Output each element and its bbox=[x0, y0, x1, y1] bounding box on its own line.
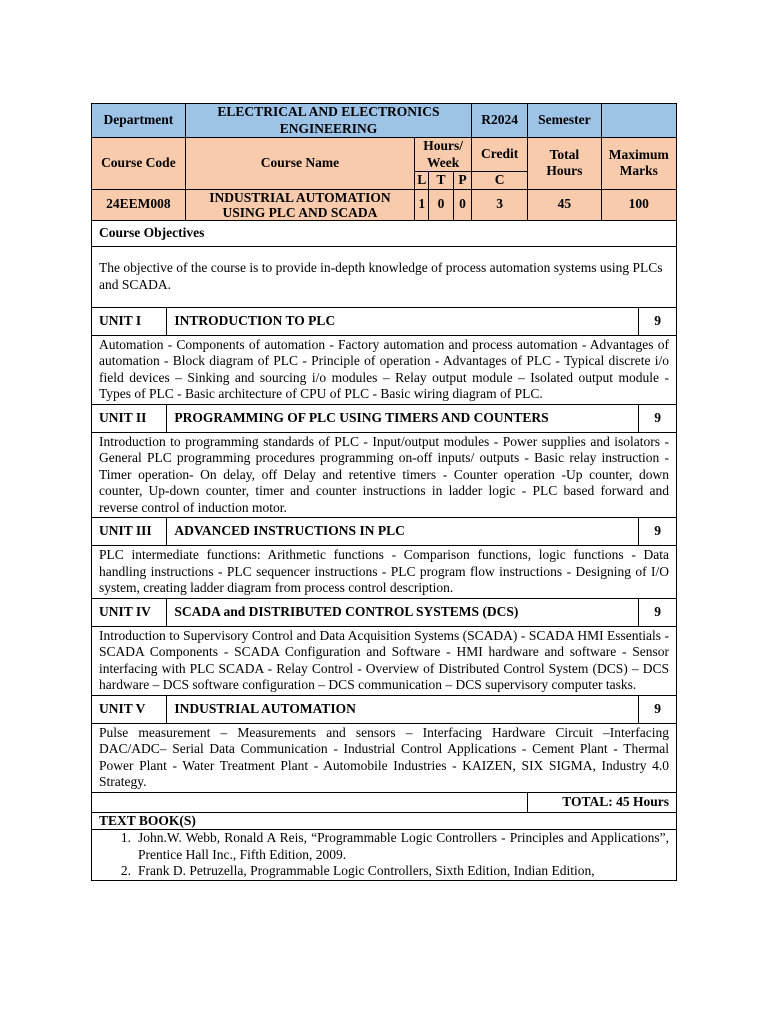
department-label: Department bbox=[92, 104, 186, 138]
total-row bbox=[92, 792, 677, 812]
unit-header-row bbox=[92, 598, 677, 626]
hours-week-label: Hours/ Week bbox=[415, 138, 472, 172]
unit-header-row bbox=[92, 695, 677, 723]
textbook-number: 1. bbox=[120, 830, 131, 845]
textbooks-title-row bbox=[92, 812, 677, 830]
unit-content-row bbox=[92, 626, 677, 695]
l-value: 1 bbox=[415, 189, 429, 220]
course-name-label: Course Name bbox=[185, 138, 414, 190]
unit-content: Automation - Components of automation - Factory automation and process automation - Advantages of automation - Block diagram of PLC - Principle of operation - Advantages of PLC - Typical discrete i/o field devices – Sinking and sourcing i/o modules – Relay output module – Isolated output module - Types of PLC - Basic architecture of CPU of PLC - Basic wiring diagram of PLC. bbox=[92, 335, 677, 404]
unit-content: Introduction to Supervisory Control and Data Acquisition Systems (SCADA) - SCADA HMI Essentials - SCADA Components - SCADA Configuration and Software - HMI hardware and software - Sensor interfacing with PLC SCADA - Relay Control - Overview of Distributed Control System (DCS) – DCS hardware – DCS software configuration – DCS communication – DCS supervisory computer tasks. bbox=[92, 626, 677, 695]
credit-label: Credit bbox=[472, 138, 528, 172]
total-hours-value: 45 bbox=[528, 189, 601, 220]
unit-content-row bbox=[92, 335, 677, 404]
course-name: INDUSTRIAL AUTOMATION USING PLC AND SCADA bbox=[185, 189, 414, 220]
unit-title: PROGRAMMING OF PLC USING TIMERS AND COUNTERS bbox=[167, 404, 639, 432]
objectives-title-row bbox=[92, 220, 677, 246]
objectives-text-row bbox=[92, 246, 677, 307]
textbooks-list-row bbox=[92, 830, 677, 881]
textbooks-list bbox=[92, 830, 673, 880]
column-header-row bbox=[92, 138, 677, 172]
syllabus-page bbox=[91, 103, 677, 881]
p-label: P bbox=[453, 172, 471, 190]
textbook-item bbox=[92, 830, 673, 863]
t-value: 0 bbox=[429, 189, 453, 220]
unit-content: Pulse measurement – Measurements and sensors – Interfacing Hardware Circuit –Interfacing DAC/ADC– Serial Data Communication - Industrial Control Applications - Cement Plant - Thermal Power Plant - Water Treatment Plant - Automobile Industries - KAIZEN, SIX SIGMA, Industry 4.0 Strategy. bbox=[92, 723, 677, 792]
department-row bbox=[92, 104, 677, 138]
total-spacer bbox=[92, 792, 528, 812]
unit-content-row bbox=[92, 723, 677, 792]
regulation: R2024 bbox=[472, 104, 528, 138]
unit-title: INDUSTRIAL AUTOMATION bbox=[167, 695, 639, 723]
unit-title: ADVANCED INSTRUCTIONS IN PLC bbox=[167, 518, 639, 546]
l-label: L bbox=[415, 172, 429, 190]
department-value: ELECTRICAL AND ELECTRONICS ENGINEERING bbox=[185, 104, 471, 138]
unit-hours: 9 bbox=[639, 404, 677, 432]
unit-label: UNIT IV bbox=[92, 598, 167, 626]
textbook-item bbox=[92, 863, 673, 880]
unit-hours: 9 bbox=[639, 518, 677, 546]
total-hours: TOTAL: 45 Hours bbox=[528, 792, 677, 812]
course-row bbox=[92, 189, 677, 220]
unit-label: UNIT III bbox=[92, 518, 167, 546]
unit-content: PLC intermediate functions: Arithmetic functions - Comparison functions, logic functions - Data handling instructions - PLC sequencer instructions - PLC program flow instructions - Designing of I/O system, creating ladder diagram from process control description. bbox=[92, 546, 677, 599]
unit-title: SCADA and DISTRIBUTED CONTROL SYSTEMS (DCS) bbox=[167, 598, 639, 626]
semester-label: Semester bbox=[528, 104, 601, 138]
unit-header-row bbox=[92, 404, 677, 432]
total-hours-label: Total Hours bbox=[528, 138, 601, 190]
unit-header-row bbox=[92, 307, 677, 335]
unit-hours: 9 bbox=[639, 695, 677, 723]
unit-hours: 9 bbox=[639, 307, 677, 335]
textbooks-title: TEXT BOOK(S) bbox=[92, 812, 677, 830]
credit-value: 3 bbox=[472, 189, 528, 220]
max-marks-label: Maximum Marks bbox=[601, 138, 676, 190]
textbook-text: John.W. Webb, Ronald A Reis, “Programmable Logic Controllers - Principles and Applications”, Prentice Hall Inc., Fifth Edition, 2009. bbox=[138, 830, 669, 862]
c-label: C bbox=[472, 172, 528, 190]
unit-header-row bbox=[92, 518, 677, 546]
unit-content: Introduction to programming standards of PLC - Input/output modules - Power supplies and isolators - General PLC programming procedures programming on-off inputs/ outputs - Basic relay instruction - Timer operation- On delay, off Delay and retentive timers - Counter operation -Up counter, down counter, Up-down counter, timer and counter instructions in ladder logic - PLC based forward and reverse control of induction motor. bbox=[92, 432, 677, 518]
textbooks-cell bbox=[92, 830, 677, 881]
objectives-title: Course Objectives bbox=[92, 220, 677, 246]
syllabus-table bbox=[91, 103, 677, 881]
unit-label: UNIT II bbox=[92, 404, 167, 432]
t-label: T bbox=[429, 172, 453, 190]
unit-content-row bbox=[92, 432, 677, 518]
max-marks-value: 100 bbox=[601, 189, 676, 220]
unit-hours: 9 bbox=[639, 598, 677, 626]
p-value: 0 bbox=[453, 189, 471, 220]
unit-title: INTRODUCTION TO PLC bbox=[167, 307, 639, 335]
textbook-text: Frank D. Petruzella, Programmable Logic Controllers, Sixth Edition, Indian Edition, bbox=[138, 863, 595, 878]
semester-value bbox=[601, 104, 676, 138]
course-code: 24EEM008 bbox=[92, 189, 186, 220]
course-code-label: Course Code bbox=[92, 138, 186, 190]
unit-label: UNIT V bbox=[92, 695, 167, 723]
unit-label: UNIT I bbox=[92, 307, 167, 335]
unit-content-row bbox=[92, 546, 677, 599]
textbook-number: 2. bbox=[120, 863, 131, 878]
objectives-text: The objective of the course is to provide in-depth knowledge of process automation systems using PLCs and SCADA. bbox=[92, 246, 677, 307]
